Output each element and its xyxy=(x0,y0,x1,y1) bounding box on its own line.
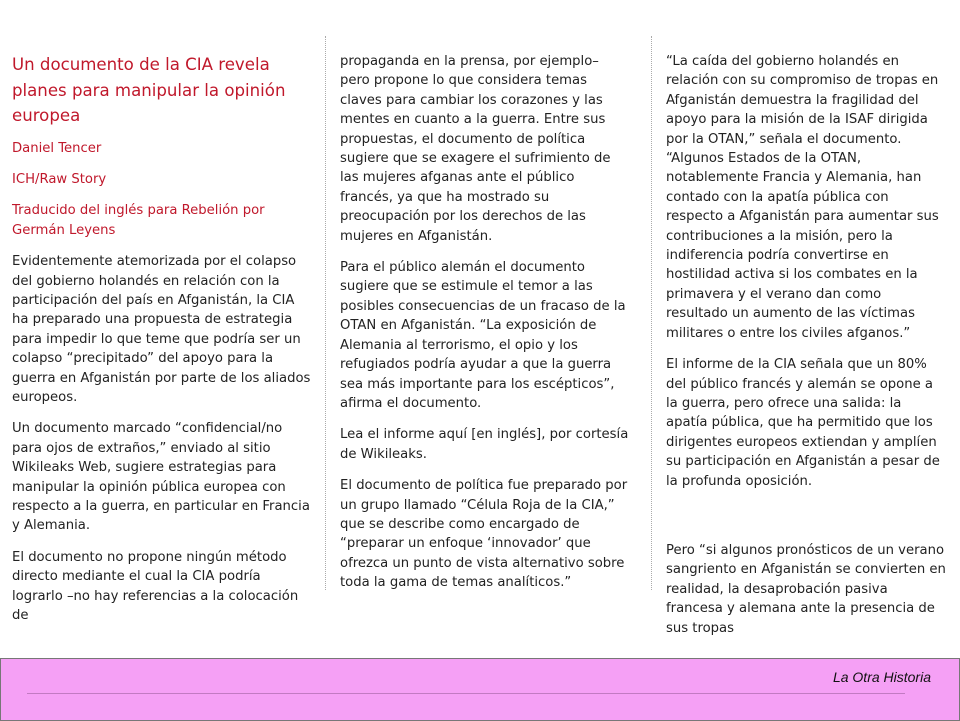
article-author: Daniel Tencer xyxy=(12,140,102,156)
paragraph: “La caída del gobierno holandés en relación con su compromiso de tropas en Afganistán demuestra la fragilidad del apoyo para la misión de la ISAF dirigida por la OTAN,” señala el documento. “Algunos Estados de la OTAN, notablemente Francia y Alemania, han contado con la apatía pública con respecto a Afganistán para aumentar sus contribuciones a la misión, pero la indiferencia podría convertirse en hostilidad activa si los combates en la primavera y el verano dan como resultado un aumento de las víctimas militares o entre los civiles afganos.” xyxy=(666,54,939,341)
paragraph: El documento de política fue preparado por un grupo llamado “Célula Roja de la CIA,” que se describe como encargado de “preparar un enfoque ‘innovador’ que ofrezca un punto de vista alternativo sobre toda la gama de temas analíticos.” xyxy=(340,478,628,591)
paragraph-gap xyxy=(666,503,946,541)
paragraph: Para el público alemán el documento sugiere que se estimule el temor a las posibles consecuencias de un fracaso de la OTAN en Afganistán. “La exposición de Alemania al terrorismo, el opio y los refugiados podría ayudar a que la guerra sea más importante para los escépticos”, afirma el documento. xyxy=(340,260,626,411)
article-column-3 xyxy=(666,52,946,650)
article-column-2 xyxy=(340,52,630,605)
column-divider-2 xyxy=(651,36,652,590)
footer-bar xyxy=(0,658,960,721)
paragraph: Lea el informe aquí [en inglés], por cortesía de Wikileaks. xyxy=(340,427,629,462)
paragraph: Pero “si algunos pronósticos de un verano sangriento en Afganistán se convierten en realidad, la desaprobación pasiva francesa y alemana ante la presencia de sus tropas xyxy=(666,542,946,636)
paragraph: propaganda en la prensa, por ejemplo– pero propone lo que considera temas claves para cambiar los corazones y las mentes en cuanto a la guerra. Entre sus propuestas, el documento de política sugiere que se exagere el sufrimiento de las mujeres afganas ante el público francés, ya que ha mostrado su preocupación por los derechos de las mujeres en Afganistán. xyxy=(340,54,611,244)
paragraph: El documento no propone ningún método directo mediante el cual la CIA podría lograrlo –no hay referencias a la colocación de xyxy=(12,549,299,624)
footer-label: La Otra Historia xyxy=(832,669,931,685)
article-title: Un documento de la CIA revela planes para manipular la opinión europea xyxy=(12,55,286,125)
article-column-1 xyxy=(12,52,312,637)
article-translation-credit: Traducido del inglés para Rebelión por Germán Leyens xyxy=(12,203,265,238)
paragraph: Evidentemente atemorizada por el colapso del gobierno holandés en relación con la participación del país en Afganistán, la CIA ha preparado una propuesta de estrategia para impedir lo que teme que podría ser un colapso “precipitado” del apoyo para la guerra en Afganistán por parte de los aliados europeos. xyxy=(12,254,311,405)
paragraph: Un documento marcado “confidencial/no para ojos de extraños,” enviado al sitio Wikileaks Web, sugiere estrategias para manipular la opinión pública europea con respecto a la guerra, en particular en Francia y Alemania. xyxy=(12,421,310,534)
article-source: ICH/Raw Story xyxy=(12,171,107,187)
paragraph: El informe de la CIA señala que un 80% del público francés y alemán se opone a la guerra, pero ofrece una salida: la apatía pública, que ha permitido que los dirigentes europeos extiendan y amplíen su participación en Afganistán a pesar de la profunda oposición. xyxy=(666,357,940,489)
column-divider-1 xyxy=(325,36,326,590)
footer-rule xyxy=(27,693,905,694)
